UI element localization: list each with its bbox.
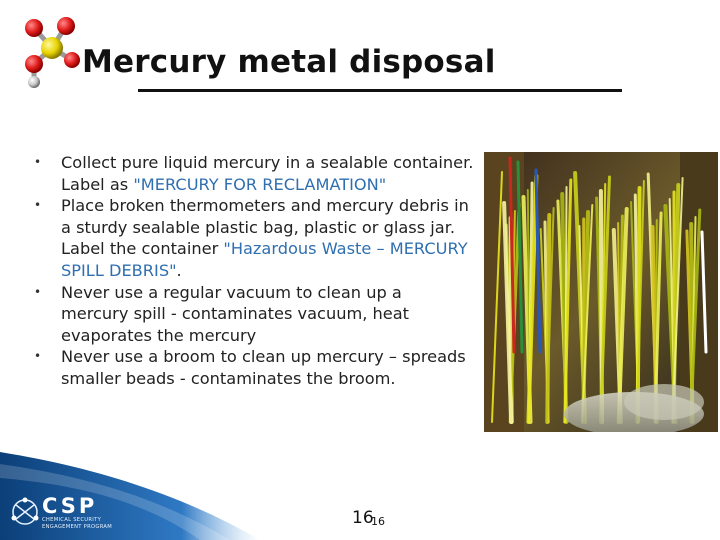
- bullet-text: Collect pure liquid mercury in a sealable container. Label as: [61, 153, 474, 194]
- bullet-text: Never use a regular vacuum to clean up a mercury spill - contaminates vacuum, heat evaporates the mercury: [61, 282, 410, 345]
- bullet-item: [34, 195, 474, 281]
- bullet-item: [34, 282, 474, 347]
- thermometer-tubes-photo: [484, 152, 718, 432]
- molecule-icon: [18, 14, 88, 92]
- bullet-marker: •: [34, 155, 42, 169]
- bullet-highlight: "MERCURY FOR RECLAMATION": [133, 174, 387, 194]
- bullet-text: Never use a broom to clean up mercury – spreads smaller beads - contaminates the broom.: [61, 347, 466, 388]
- page-number-small: 16: [371, 515, 385, 528]
- bullet-highlight: "Hazardous Waste – MERCURY SPILL DEBRIS": [61, 239, 468, 280]
- title-underline: [138, 89, 622, 92]
- slide-title: Mercury metal disposal: [82, 44, 496, 80]
- csp-logo-icon: [8, 492, 42, 532]
- bullet-text-end: .: [176, 260, 182, 280]
- bullet-marker: •: [34, 284, 42, 299]
- bullet-list: [34, 152, 474, 390]
- logo-name: CSP: [42, 494, 98, 518]
- bullet-item: [34, 152, 474, 195]
- logo-line2: ENGAGEMENT PROGRAM: [42, 524, 113, 530]
- bullet-item: [34, 346, 474, 389]
- logo-line1: CHEMICAL SECURITY: [42, 517, 102, 523]
- page-number: 16: [352, 508, 374, 528]
- bullet-text: Place broken thermometers and mercury debris in a sturdy sealable plastic bag, plastic or glass jar. Label the container: [61, 196, 469, 259]
- bullet-marker: •: [34, 198, 42, 213]
- bullet-marker: •: [34, 349, 42, 364]
